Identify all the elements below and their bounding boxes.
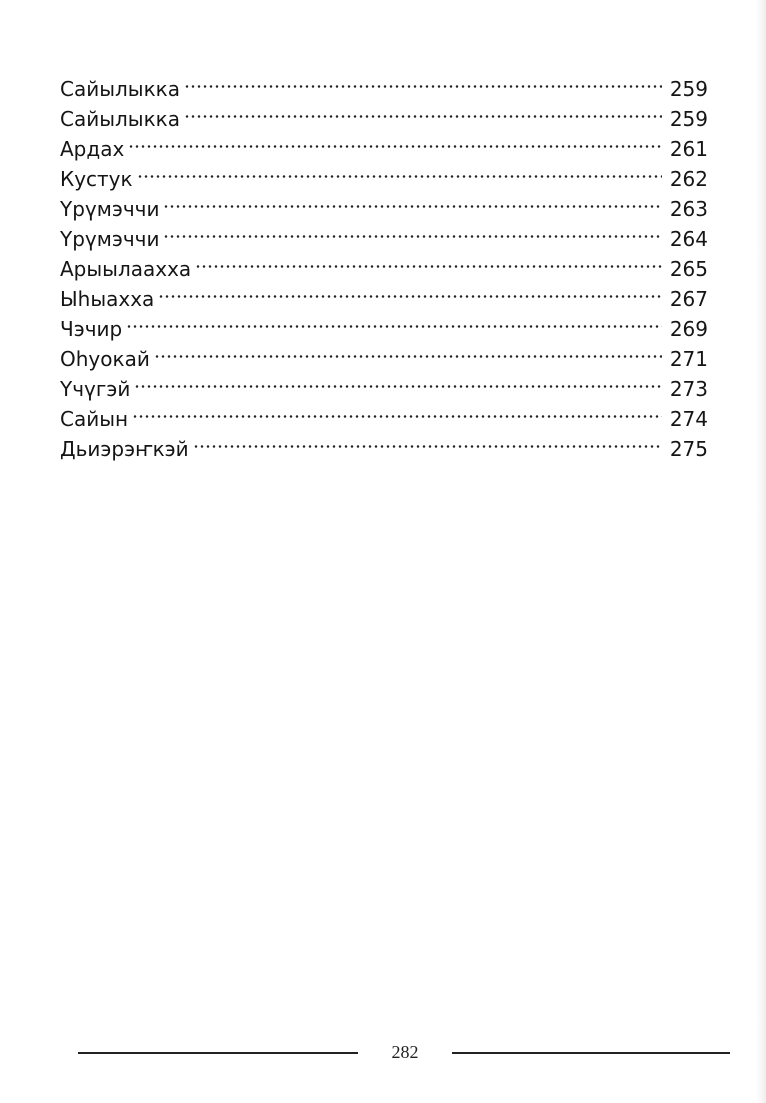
toc-entry <box>60 426 708 461</box>
toc-entry-title: Үрүмэччи <box>60 197 160 221</box>
toc-entry <box>60 156 708 191</box>
toc-entry <box>60 66 708 101</box>
toc-entry-page-number: 261 <box>669 137 708 161</box>
dot-leader <box>195 246 662 276</box>
page-footer <box>78 1040 730 1064</box>
toc-entry-title: Оһуокай <box>60 347 150 371</box>
toc-entry <box>60 186 708 221</box>
toc-entry-title: Кустук <box>60 167 133 191</box>
dot-leader <box>126 306 662 336</box>
toc-entry-title: Сайылыкка <box>60 107 180 131</box>
toc-entry-page-number: 263 <box>669 197 708 221</box>
dot-leader <box>184 66 662 96</box>
toc-entry <box>60 126 708 161</box>
toc-entry <box>60 396 708 431</box>
toc-entry <box>60 306 708 341</box>
dot-leader <box>132 396 662 426</box>
dot-leader <box>137 156 662 186</box>
dot-leader <box>193 426 662 456</box>
footer-rule-left <box>78 1052 358 1054</box>
toc-entry-page-number: 264 <box>669 227 708 251</box>
toc-entry-title: Чэчир <box>60 317 123 341</box>
toc-entry-page-number: 267 <box>669 287 708 311</box>
toc-entry-title: Сайын <box>60 407 129 431</box>
page-number: 282 <box>391 1042 419 1062</box>
toc-entry-page-number: 259 <box>669 77 708 101</box>
toc-entry-page-number: 271 <box>669 347 708 371</box>
dot-leader <box>154 336 662 366</box>
toc-entry-title: Үрүмэччи <box>60 227 160 251</box>
toc-entry-title: Ыһыахха <box>60 287 155 311</box>
toc-entry-title: Арыылаахха <box>60 257 192 281</box>
table-of-contents <box>60 66 708 461</box>
toc-entry-title: Ардах <box>60 137 125 161</box>
page-edge-shadow <box>756 0 766 1103</box>
dot-leader <box>163 216 662 246</box>
toc-entry-page-number: 262 <box>669 167 708 191</box>
toc-entry <box>60 366 708 401</box>
toc-entry-page-number: 269 <box>669 317 708 341</box>
toc-entry-title: Дьиэрэҥкэй <box>60 437 189 461</box>
toc-entry-title: Сайылыкка <box>60 77 180 101</box>
dot-leader <box>158 276 662 306</box>
dot-leader <box>134 366 662 396</box>
toc-entry-title: Үчүгэй <box>60 377 131 401</box>
dot-leader <box>163 186 662 216</box>
dot-leader <box>128 126 662 156</box>
toc-entry-page-number: 265 <box>669 257 708 281</box>
toc-entry-page-number: 259 <box>669 107 708 131</box>
dot-leader <box>184 96 662 126</box>
toc-entry-page-number: 274 <box>669 407 708 431</box>
toc-entry <box>60 336 708 371</box>
toc-entry-page-number: 275 <box>669 437 708 461</box>
toc-entry-page-number: 273 <box>669 377 708 401</box>
footer-rule-right <box>452 1052 730 1054</box>
